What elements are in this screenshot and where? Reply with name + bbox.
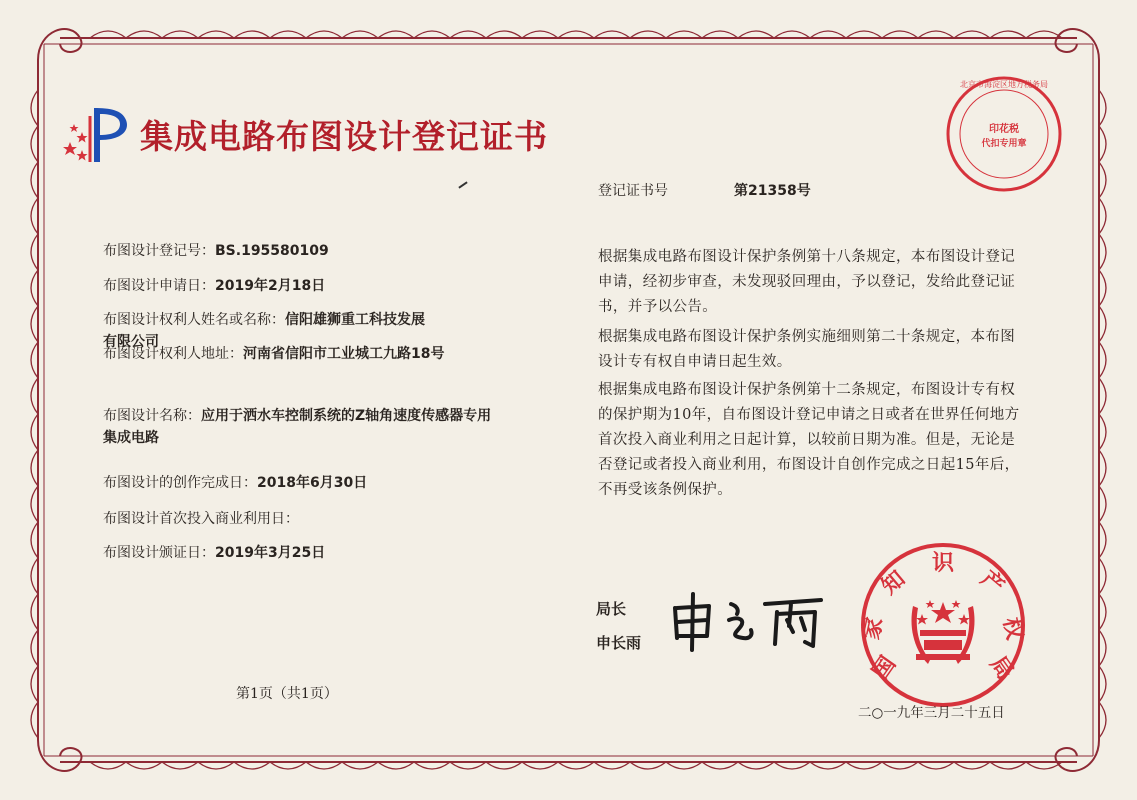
handwritten-signature — [665, 586, 835, 656]
field-value: 信阳雄狮重工科技发展有限公司 — [103, 312, 425, 350]
field-app-date — [103, 275, 498, 297]
field-owner-addr — [103, 343, 483, 365]
field-design-name — [103, 405, 493, 449]
svg-text:权: 权 — [997, 615, 1028, 643]
field-label: 布图设计权利人姓名或名称： — [103, 312, 285, 328]
director-title: 局长 — [596, 600, 627, 618]
field-value: 2018年6月30日 — [257, 475, 368, 491]
clause-paragraph: 根据集成电路布图设计保护条例第十八条规定，本布图设计登记申请，经初步审查，未发现驳回理由，予以登记，发给此登记证书，并予以公告。 — [598, 249, 1016, 315]
svg-text:产: 产 — [975, 565, 1010, 600]
field-value: 应用于洒水车控制系统的Z轴角速度传感器专用集成电路 — [103, 408, 492, 446]
field-label: 布图设计颁证日： — [103, 545, 215, 561]
svg-text:国: 国 — [867, 651, 902, 685]
field-label: 布图设计申请日： — [103, 278, 215, 294]
field-value: 2019年3月25日 — [215, 545, 326, 561]
field-label: 布图设计登记号： — [103, 243, 215, 259]
page-number: 第1页（共1页） — [236, 686, 338, 702]
cnipa-seal-icon — [858, 540, 1028, 710]
svg-text:识: 识 — [931, 550, 955, 576]
field-label: 布图设计的创作完成日： — [103, 475, 257, 491]
svg-text:知: 知 — [876, 565, 911, 600]
svg-text:局: 局 — [984, 651, 1019, 685]
field-issue-date — [103, 542, 498, 564]
title-row — [60, 104, 548, 164]
svg-text:家: 家 — [858, 615, 889, 643]
certificate-number — [598, 180, 811, 200]
ic-logo-icon — [60, 104, 134, 164]
clause-paragraph: 根据集成电路布图设计保护条例第十二条规定，布图设计专有权的保护期为10年，自布图设计登记申请之日或者在世界任何地方首次投入商业利用之日起计算，以较前日期为准。但是，无论是否登记或者投入商业利用，布图设计自创作完成之日起15年后，不再受该条例保护。 — [598, 382, 1020, 498]
clause-paragraph: 根据集成电路布图设计保护条例实施细则第二十条规定，本布图设计专有权自申请日起生效。 — [598, 329, 1016, 370]
field-value: 河南省信阳市工业城工九路18号 — [243, 346, 445, 362]
field-reg-no — [103, 240, 498, 262]
tax-seal-center1: 印花税 — [989, 124, 1019, 135]
tax-seal-ring: 北京市海淀区地方税务局 — [960, 80, 1048, 89]
field-creation-date — [103, 472, 498, 494]
field-label: 布图设计名称： — [103, 408, 201, 424]
tax-seal-icon — [944, 74, 1064, 194]
tax-seal-center2: 代扣专用章 — [981, 139, 1027, 149]
field-value: 2019年2月18日 — [215, 278, 326, 294]
certificate-number-label: 登记证书号 — [598, 183, 668, 199]
field-label: 布图设计权利人地址： — [103, 346, 243, 362]
field-label: 布图设计首次投入商业利用日： — [103, 511, 299, 527]
issue-date-chinese: 二○一九年三月二十五日 — [858, 705, 1005, 721]
certificate-number-value: 第21358号 — [734, 183, 811, 199]
certificate-title: 集成电路布图设计登记证书 — [140, 116, 548, 156]
field-first-use — [103, 508, 498, 530]
field-value: BS.195580109 — [215, 243, 329, 259]
director-name: 申长雨 — [596, 634, 642, 652]
